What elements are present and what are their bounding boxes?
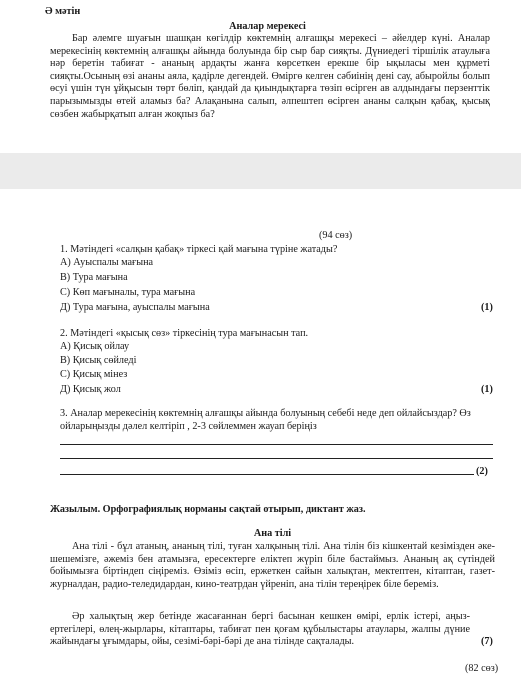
question-3: 3. Аналар мерекесінің көктемнің алғашқы айында болуының себебі неде деп ойлайсыздар? Өз ойларыңызды дәлел келтіріп , 2-3 сөйлеммен жауап беріңіз	[60, 408, 471, 432]
q2-option-d: Д) Қисық жол	[60, 384, 121, 395]
bottom-page	[0, 189, 521, 683]
q1-option-c: С) Көп мағыналы, тура мағына	[60, 287, 196, 298]
question-1: 1. Мәтіндегі «салқын қабақ» тіркесі қай мағына түріне жатады?	[60, 244, 338, 255]
word-count-2: (82 сөз)	[465, 663, 499, 674]
dictation-title: Ана тілі	[253, 528, 292, 539]
q2-option-a: А) Қисық ойлау	[60, 341, 130, 352]
dictation-heading: Жазылым. Орфографиялық норманы сақтай отырып, диктант жаз.	[50, 504, 366, 515]
q2-points: (1)	[481, 384, 493, 395]
answer-line-1[interactable]	[60, 444, 493, 445]
text-title: Аналар мерекесі	[229, 21, 306, 32]
q2-option-c: С) Қисық мінез	[60, 369, 128, 380]
q1-points: (1)	[481, 302, 493, 313]
q3-points: (2)	[476, 466, 488, 477]
section-label: Ә мәтін	[45, 6, 81, 17]
q1-option-a: А) Ауыспалы мағына	[60, 257, 154, 268]
answer-line-2[interactable]	[60, 458, 493, 459]
dictation-paragraph-1: Ана тілі - бұл атаның, ананың тілі, туған халқының тілі. Ана тілін біз кішкентай кезімізден әке-шешемізге, әжеміз бен атамызға, ересектерге еліктеп жүріп біле бастаймыз. Ананың ақ сүтіндей бойымызға біртіндеп сіңіреміз. Өзіміз өсіп, ержеткен сайын халықтан, мектептен, кітаптан, газет-журналдан, радио-теледидардан, кино-театрдан үйреніп, ана тілін тереңірек біле береміз.	[50, 541, 495, 590]
dictation-points: (7)	[481, 636, 493, 647]
question-2: 2. Мәтіндегі «қысық сөз» тіркесінің тура мағынасын тап.	[60, 328, 309, 339]
text-paragraph: Бар әлемге шуағын шашқан көгілдір көктемнің алғашқы мерекесі – әйелдер күні. Аналар мерекесінің көктемнің алғашқы айында болуында бір сыр бар сияқты. Дүниедегі тіршілік атаулыға нәр беретін табиғат - ананың ардақты жанға көрсеткен ерекше бір ықыласы мен құрметі сияқты.Осының өзі ананы аяла, қадірле дегендей. Өміргө келген сәбиінің дені сау, абыройлы болып өсуі үшін түн ұйқысын төрт бөліп, қандай да қиындықтарға төзіп өсірген ав алдындағы перзенттік парызымызды өтей аламыз ба? Алақанына салып, әлпештеп өсірген ананы салқын қабақ, қысық сөзбен жабырқатып алған жоқпыз ба?	[50, 33, 490, 120]
word-count-1: (94 сөз)	[319, 230, 353, 241]
top-page	[0, 0, 521, 153]
q1-option-d: Д) Тура мағына, ауыспалы мағына	[60, 302, 210, 313]
answer-line-3[interactable]	[60, 474, 474, 475]
dictation-paragraph-2: Әр халықтың жер бетінде жасағаннан бергі басынан кешкен өмірі, ерлік істері, аңыз-ертегілері, өлең-жырлары, кітаптары, табиғат пен қоғам құбылыстары атаулары, жалпы дүние жайындағы ұғымдары, ойы, сезімі-бәрі-бәрі де ана тілінде сақталады.	[50, 611, 470, 648]
page-gap	[0, 153, 521, 189]
q2-option-b: В) Қисық сөйледі	[60, 355, 137, 366]
q1-option-b: В) Тура мағына	[60, 272, 128, 283]
